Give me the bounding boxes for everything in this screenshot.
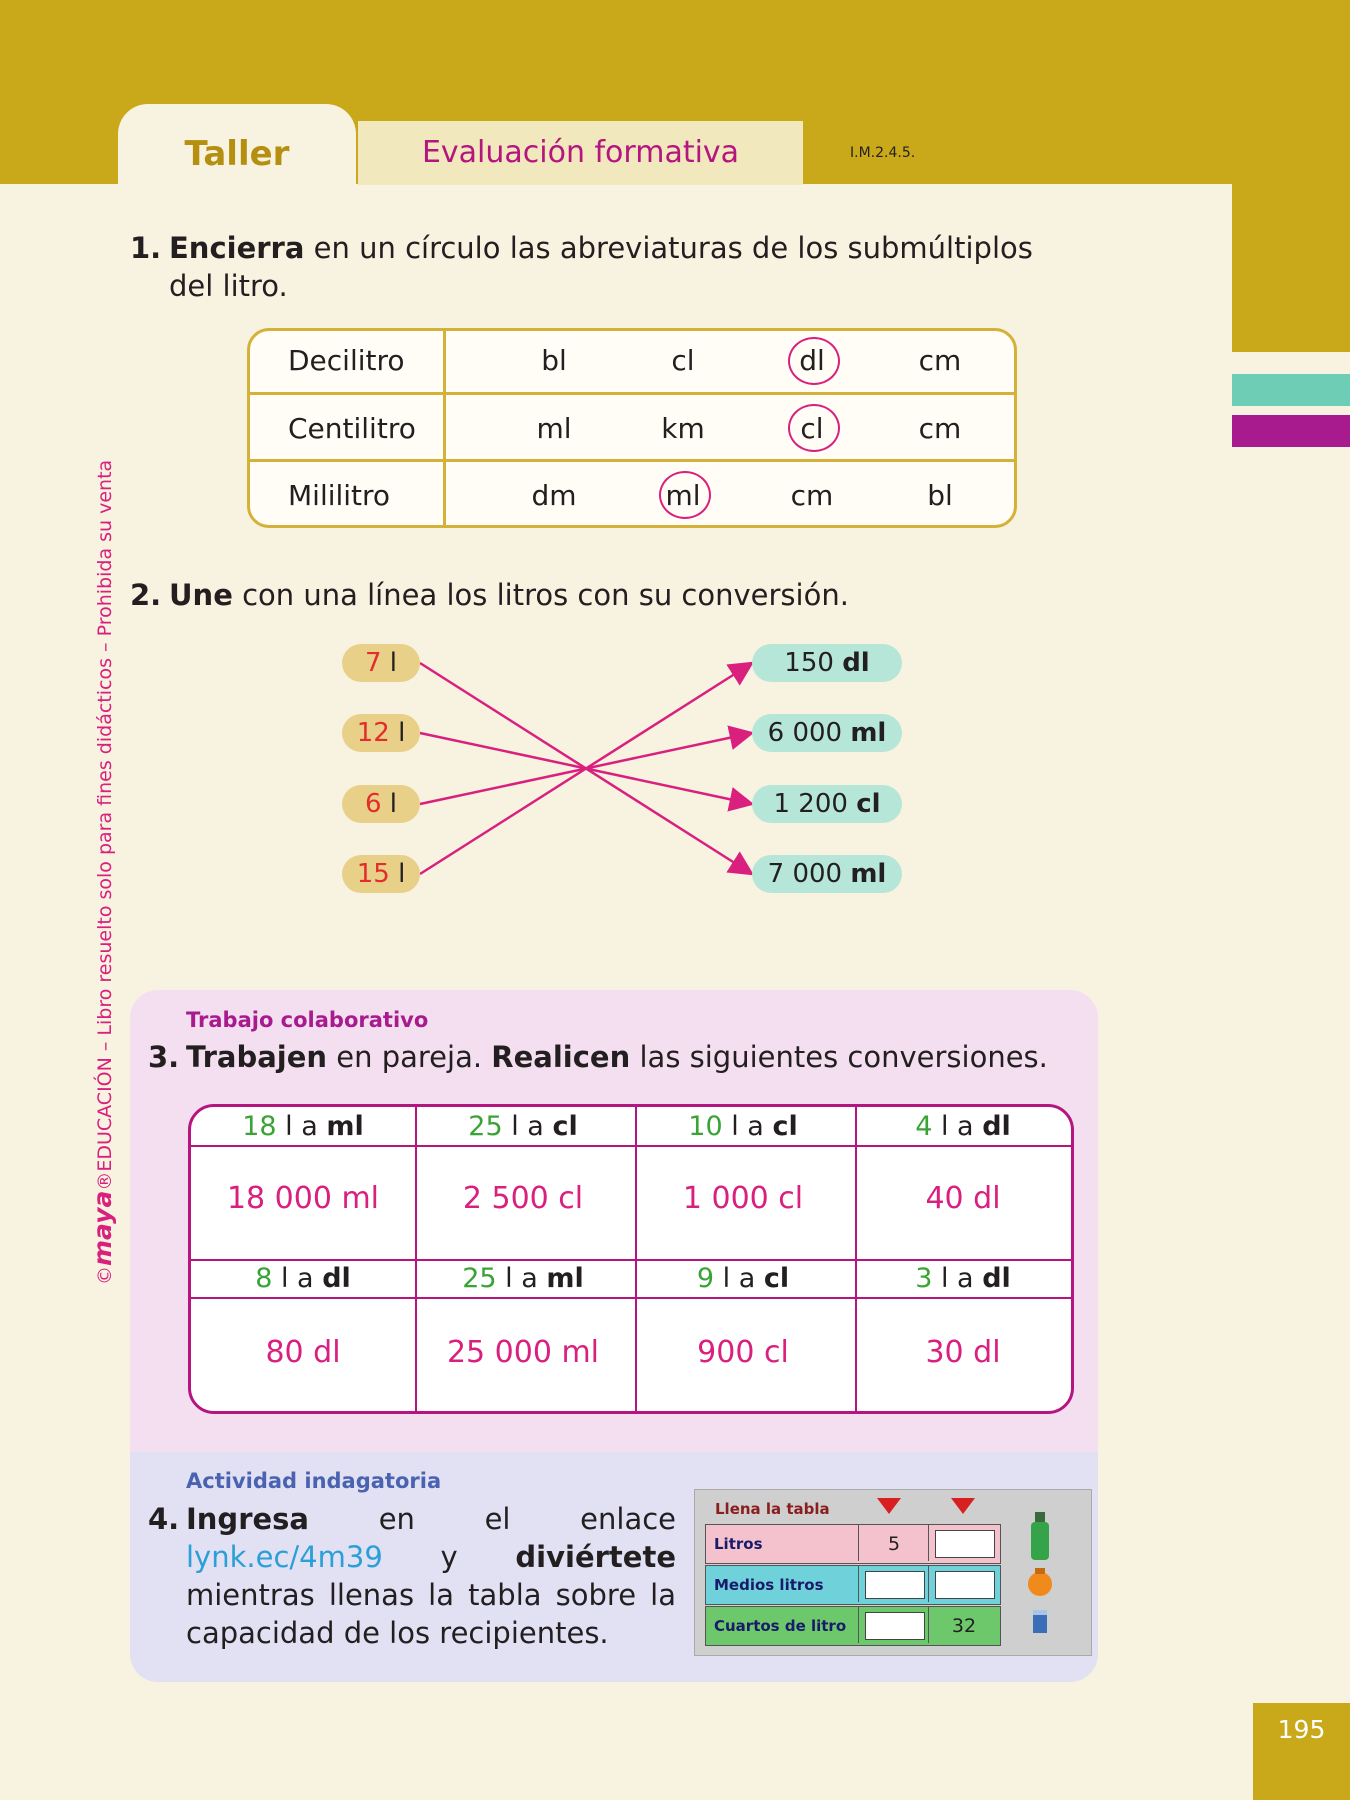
q3-answer[interactable]: 80 dl — [265, 1335, 341, 1370]
fill-table-widget — [694, 1489, 1092, 1656]
liters-pill[interactable] — [342, 785, 420, 823]
liters-unit: l — [398, 859, 406, 889]
q4-statement — [186, 1500, 676, 1652]
q1-text: en un círculo las abreviaturas de los submúltiplos del litro. — [169, 231, 1033, 303]
q3-answer[interactable]: 25 000 ml — [446, 1335, 600, 1370]
q3-answer[interactable]: 40 dl — [925, 1181, 1001, 1216]
brand-logo-text: maya — [88, 1190, 117, 1266]
copyright-symbol: © — [94, 1266, 116, 1285]
taller-label: Taller — [184, 134, 290, 174]
q2-number: 2. — [130, 578, 162, 612]
widget-input[interactable] — [865, 1612, 925, 1640]
q3-answer[interactable]: 30 dl — [925, 1335, 1001, 1370]
q3-connector: l a — [280, 1263, 314, 1294]
widget-cell[interactable] — [858, 1525, 929, 1561]
liters-pill[interactable] — [342, 714, 420, 752]
conversion-pill[interactable] — [752, 644, 902, 682]
q3-statement — [186, 1038, 1086, 1076]
q3-cell-header — [633, 1111, 853, 1142]
q3-liters: 25 — [462, 1263, 497, 1294]
q3-unit: cl — [772, 1111, 798, 1142]
q3-verb: Realicen — [491, 1040, 631, 1074]
q3-text: en pareja. — [336, 1040, 483, 1074]
jug-icon — [1028, 1568, 1052, 1596]
q1-option-circled: cl — [800, 412, 824, 445]
q1-row-label: Centilitro — [288, 412, 416, 445]
q3-answer[interactable]: 1 000 cl — [682, 1181, 804, 1216]
q3-connector: l a — [731, 1111, 764, 1142]
widget-row-label: Cuartos de litro — [714, 1617, 847, 1635]
q3-liters: 3 — [915, 1263, 933, 1294]
q3-liters: 9 — [696, 1263, 715, 1294]
q3-verb: Trabajen — [186, 1040, 328, 1074]
indicator-code: I.M.2.4.5. — [850, 145, 916, 161]
liters-value: 12 — [356, 718, 390, 748]
widget-cell[interactable] — [858, 1566, 929, 1602]
q3-answer[interactable]: 2 500 cl — [462, 1181, 584, 1216]
q3-cell-header — [193, 1263, 413, 1294]
q3-connector: l a — [722, 1263, 756, 1294]
q1-option-circled: ml — [665, 479, 701, 512]
q3-row-divider — [191, 1145, 1071, 1147]
q3-cell-header — [193, 1111, 413, 1142]
q4-text: mientras llenas la tabla sobre la capacidad de los recipientes. — [186, 1578, 676, 1650]
conversion-value: 6 000 — [767, 718, 843, 748]
q2-verb: Une — [169, 578, 233, 612]
q3-liters: 18 — [242, 1111, 277, 1142]
q3-unit: cl — [552, 1111, 578, 1142]
q3-number: 3. — [148, 1040, 180, 1074]
widget-row-litros — [705, 1524, 1001, 1564]
q3-cell-header — [413, 1111, 633, 1142]
liters-unit: l — [389, 648, 398, 678]
liters-value: 7 — [364, 648, 382, 678]
widget-row-cuartos — [705, 1606, 1001, 1646]
conversion-pill[interactable] — [752, 785, 902, 823]
q3-connector: l a — [285, 1111, 318, 1142]
liters-value: 6 — [364, 789, 382, 819]
q1-option: bl — [927, 479, 953, 512]
q1-option: cm — [790, 479, 834, 512]
q3-cell-header — [633, 1263, 853, 1294]
q1-option: bl — [541, 344, 567, 377]
q3-liters: 4 — [915, 1111, 933, 1142]
column-arrow-icon — [877, 1498, 901, 1514]
conversion-unit: ml — [850, 859, 887, 889]
q3-subtitle: Trabajo colaborativo — [186, 1008, 429, 1032]
q4-subtitle: Actividad indagatoria — [186, 1469, 442, 1493]
widget-cell[interactable] — [928, 1525, 999, 1561]
q4-verb: Ingresa — [186, 1502, 309, 1536]
widget-cell[interactable] — [858, 1607, 929, 1643]
q3-cell-header — [853, 1111, 1073, 1142]
widget-cell-value: 5 — [887, 1533, 901, 1555]
q1-number: 1. — [130, 231, 162, 265]
q1-option: cl — [671, 344, 695, 377]
conversion-pill[interactable] — [752, 714, 902, 752]
conversion-unit: dl — [842, 648, 870, 678]
q4-link[interactable]: lynk.ec/4m39 — [186, 1540, 383, 1574]
q3-answer[interactable]: 18 000 ml — [226, 1181, 380, 1216]
q3-answer[interactable]: 900 cl — [697, 1335, 789, 1370]
liters-value: 15 — [356, 859, 390, 889]
liters-pill[interactable] — [342, 855, 420, 893]
q1-option: ml — [536, 412, 572, 445]
conversion-pill[interactable] — [752, 855, 902, 893]
q3-liters: 8 — [255, 1263, 273, 1294]
q3-unit: dl — [982, 1263, 1011, 1294]
q3-liters: 10 — [688, 1111, 723, 1142]
side-notice: ®EDUCACIÓN – Libro resuelto solo para fines didácticos – Prohibida su venta — [94, 459, 116, 1191]
q2-text: con una línea los litros con su conversión. — [242, 578, 849, 612]
conversion-value: 150 — [784, 648, 834, 678]
widget-title: Llena la tabla — [715, 1500, 830, 1518]
widget-input[interactable] — [935, 1571, 995, 1599]
conversion-unit: ml — [850, 718, 887, 748]
q3-connector: l a — [511, 1111, 544, 1142]
page-number: 195 — [1277, 1715, 1326, 1744]
q3-connector: l a — [940, 1263, 974, 1294]
q3-row-divider — [191, 1297, 1071, 1299]
q1-option-circled: dl — [799, 344, 825, 377]
column-arrow-icon — [951, 1498, 975, 1514]
q3-connector: l a — [940, 1111, 974, 1142]
widget-cell[interactable] — [928, 1566, 999, 1602]
q1-option: cm — [918, 344, 962, 377]
widget-input[interactable] — [865, 1571, 925, 1599]
widget-cell[interactable] — [928, 1607, 999, 1643]
q3-connector: l a — [505, 1263, 538, 1294]
q1-verb: Encierra — [169, 231, 305, 265]
q3-cell-header — [413, 1263, 633, 1294]
liters-pill[interactable] — [342, 644, 420, 682]
q1-option: cm — [918, 412, 962, 445]
conversion-value: 7 000 — [767, 859, 843, 889]
evaluacion-label: Evaluación formativa — [421, 135, 740, 170]
q3-unit: cl — [763, 1263, 790, 1294]
q3-liters: 25 — [468, 1111, 503, 1142]
widget-row-label: Medios litros — [714, 1576, 824, 1594]
widget-cell-value: 32 — [951, 1615, 977, 1637]
q4-number: 4. — [148, 1502, 180, 1536]
conversion-unit: cl — [856, 789, 881, 819]
widget-row-medios — [705, 1565, 1001, 1605]
q3-text: las siguientes conversiones. — [639, 1040, 1048, 1074]
q4-verb: diviértete — [515, 1540, 676, 1574]
q1-option: dm — [531, 479, 577, 512]
q1-row-label: Mililitro — [288, 479, 391, 512]
conversion-value: 1 200 — [773, 789, 848, 819]
liters-unit: l — [398, 718, 406, 748]
carton-icon — [1033, 1610, 1047, 1633]
q3-conversion-table — [188, 1104, 1074, 1414]
q1-option: km — [661, 412, 705, 445]
q3-cell-header — [853, 1263, 1073, 1294]
container-icons — [1021, 1510, 1061, 1644]
q4-text: y — [440, 1540, 458, 1574]
q4-text: en el enlace — [378, 1502, 676, 1536]
widget-row-label: Litros — [714, 1535, 763, 1553]
widget-input[interactable] — [935, 1530, 995, 1558]
q3-unit: dl — [982, 1111, 1011, 1142]
bottle-icon — [1031, 1512, 1049, 1560]
liters-unit: l — [389, 789, 398, 819]
q3-unit: ml — [546, 1263, 584, 1294]
q3-row-divider — [191, 1259, 1071, 1261]
q3-unit: dl — [322, 1263, 351, 1294]
q3-unit: ml — [326, 1111, 364, 1142]
page-number-box — [1253, 1703, 1350, 1800]
q1-row-label: Decilitro — [288, 344, 405, 377]
